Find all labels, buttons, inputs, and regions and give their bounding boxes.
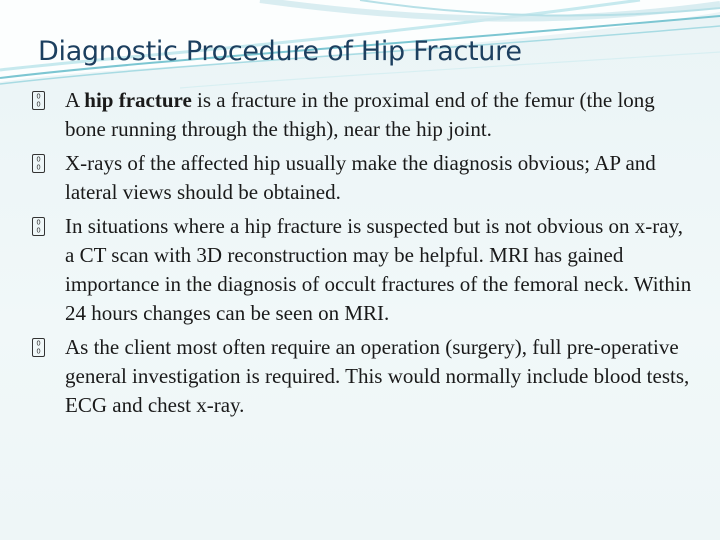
missing-glyph-icon: 0 0 (32, 154, 45, 173)
list-item (32, 149, 692, 207)
missing-glyph-icon: 0 0 (32, 338, 45, 357)
missing-glyph-icon: 0 0 (32, 91, 45, 110)
bullet-list (32, 86, 692, 425)
missing-glyph-icon: 0 0 (32, 217, 45, 236)
list-item (32, 212, 692, 328)
slide-title: Diagnostic Procedure of Hip Fracture (38, 36, 522, 67)
list-item (32, 333, 692, 420)
bullet-text: In situations where a hip fracture is suspected but is not obvious on x-ray, a CT scan with 3D reconstruction may be helpful. MRI has gained importance in the diagnosis of occult fractures of the femoral neck. Within 24 hours changes can be seen on MRI. (65, 214, 692, 325)
bullet-text: is a fracture in the proximal end of the femur (the long bone running through the thigh), near the hip joint. (65, 88, 655, 141)
bold-term: hip fracture (84, 88, 192, 112)
bullet-text: X-rays of the affected hip usually make the diagnosis obvious; AP and lateral views should be obtained. (65, 151, 656, 204)
bullet-text: As the client most often require an operation (surgery), full pre-operative general investigation is required. This would normally include blood tests, ECG and chest x-ray. (65, 335, 690, 417)
bullet-lead-text: A (65, 88, 85, 112)
list-item (32, 86, 692, 144)
